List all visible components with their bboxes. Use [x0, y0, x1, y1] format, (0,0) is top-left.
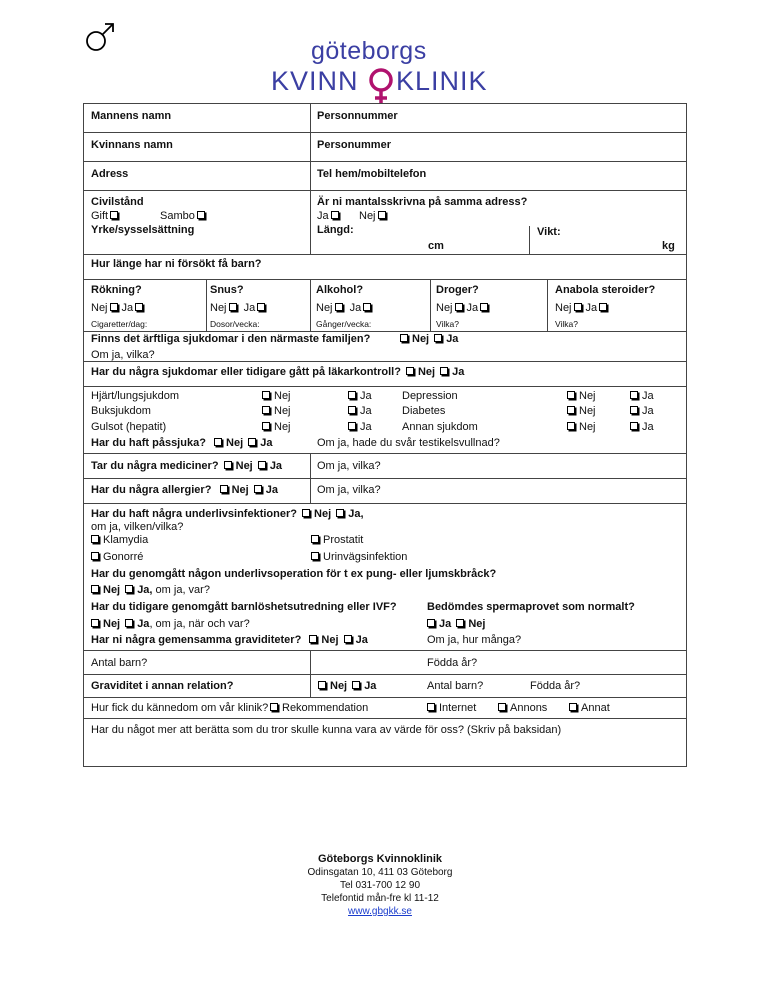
footer: [230, 853, 530, 918]
divider: [83, 503, 686, 504]
footer-name: Göteborgs Kvinnoklinik: [317, 853, 443, 865]
checkbox-icon[interactable]: [455, 303, 463, 311]
divider: [83, 697, 686, 698]
male-symbol-icon: [84, 20, 118, 57]
option-sambo[interactable]: Sambo: [160, 210, 209, 222]
checkbox-icon[interactable]: [440, 367, 448, 375]
habit-snus: Snus? Nej Ja Dosor/vecka:: [210, 284, 269, 329]
opt-buk-ja[interactable]: Ja: [346, 405, 372, 417]
checkbox-icon[interactable]: [214, 438, 222, 446]
label-kannedom: Hur fick du kännedom om vår klinik?: [91, 702, 269, 714]
checkbox-icon[interactable]: [229, 303, 237, 311]
checkbox-icon[interactable]: [302, 509, 310, 517]
checkbox-icon[interactable]: [335, 303, 343, 311]
checkbox-icon[interactable]: [248, 438, 256, 446]
opt-gulsot-nej[interactable]: Nej: [260, 421, 291, 433]
checkbox-icon[interactable]: [567, 391, 575, 399]
checkbox-icon[interactable]: [110, 303, 118, 311]
label-annan: Annan sjukdom: [402, 421, 478, 433]
checkbox-icon[interactable]: [125, 585, 133, 593]
opt-buk-nej[interactable]: Nej: [260, 405, 291, 417]
option-arftliga[interactable]: Nej Ja: [398, 333, 458, 345]
checkbox-icon[interactable]: [348, 391, 356, 399]
checkbox-icon[interactable]: [406, 367, 414, 375]
opt-depr-nej[interactable]: Nej: [565, 390, 596, 402]
label-gulsot: Gulsot (hepatit): [91, 421, 167, 433]
label-sjukdomar: Har du några sjukdomar eller tidigare gått på läkarkontroll? Nej Ja: [91, 366, 465, 378]
label-mannens-namn: Mannens namn: [91, 110, 172, 122]
label-hjart: Hjärt/lungsjukdom: [91, 390, 180, 402]
label-buk: Buksjukdom: [91, 405, 151, 417]
checkbox-icon[interactable]: [331, 211, 339, 219]
divider: [83, 718, 686, 719]
checkbox-icon[interactable]: [135, 303, 143, 311]
divider: [83, 453, 686, 454]
opt-spermaprov[interactable]: Ja Nej: [425, 618, 485, 630]
label-civilstand: Civilstånd: [91, 196, 144, 208]
checkbox-icon[interactable]: [567, 406, 575, 414]
checkbox-icon[interactable]: [630, 422, 638, 430]
checkbox-icon[interactable]: [348, 406, 356, 414]
checkbox-icon[interactable]: [427, 703, 435, 711]
label-cm: cm: [428, 240, 444, 252]
label-tel: Tel hem/mobiltelefon: [317, 168, 427, 180]
checkbox-icon[interactable]: [348, 422, 356, 430]
opt-hjart-nej[interactable]: Nej: [260, 390, 291, 402]
label-mer: Har du något mer att berätta som du tror skulle kunna vara av värde för oss? (Skriv på baksidan): [91, 724, 562, 736]
divider: [83, 279, 686, 280]
checkbox-icon[interactable]: [262, 422, 270, 430]
opt-hjart-ja[interactable]: Ja: [346, 390, 372, 402]
divider: [83, 478, 686, 479]
label-personnummer: Personnummer: [317, 110, 398, 122]
checkbox-icon[interactable]: [110, 211, 118, 219]
logo-right: KLINIK: [396, 66, 488, 96]
opt-operation[interactable]: Nej Ja, om ja, var?: [89, 584, 210, 596]
checkbox-icon[interactable]: [569, 703, 577, 711]
label-mediciner: Tar du några mediciner? Nej Ja: [91, 460, 283, 472]
checkbox-icon[interactable]: [480, 303, 488, 311]
opt-annons[interactable]: Annons: [496, 702, 547, 714]
logo-top: göteborgs: [311, 37, 427, 65]
label-antal-barn: Antal barn?: [91, 657, 148, 669]
option-gift[interactable]: Gift: [91, 210, 122, 222]
checkbox-icon[interactable]: [262, 406, 270, 414]
divider: [83, 161, 686, 162]
label-spermaprov: Bedömdes spermaprovet som normalt?: [427, 601, 635, 613]
footer-address: Odinsgatan 10, 411 03 Göteborg: [307, 867, 453, 878]
divider: [430, 279, 431, 331]
label-kg: kg: [662, 240, 675, 252]
label-mediciner-vilka: Om ja, vilka?: [317, 460, 381, 472]
divider: [310, 650, 311, 697]
label-vikt: Vikt:: [537, 226, 561, 238]
divider: [83, 386, 686, 387]
opt-prostatit[interactable]: Prostatit: [309, 534, 363, 546]
label-allergier-vilka: Om ja, vilka?: [317, 484, 381, 496]
footer-telefontid: Telefontid mån-fre kl 11-12: [321, 893, 439, 904]
divider: [529, 226, 530, 254]
option-mantal-ja[interactable]: Ja: [317, 210, 343, 222]
checkbox-icon[interactable]: [262, 391, 270, 399]
checkbox-icon[interactable]: [352, 681, 360, 689]
divider: [310, 453, 311, 503]
label-kvinnans-namn: Kvinnans namn: [91, 139, 173, 151]
label-arftliga: Finns det ärftliga sjukdomar i den närmaste familjen?: [91, 333, 371, 345]
checkbox-icon[interactable]: [456, 619, 464, 627]
label-depression: Depression: [402, 390, 458, 402]
opt-gonorre[interactable]: Gonorré: [89, 551, 143, 563]
divider: [83, 650, 686, 651]
checkbox-icon[interactable]: [311, 552, 319, 560]
checkbox-icon[interactable]: [91, 585, 99, 593]
label-underliv: Har du haft några underlivsinfektioner? Nej Ja,: [91, 508, 364, 520]
opt-internet[interactable]: Internet: [425, 702, 476, 714]
opt-annan-nej[interactable]: Nej: [565, 421, 596, 433]
checkbox-icon[interactable]: [224, 461, 232, 469]
divider: [310, 279, 311, 331]
label-diabetes: Diabetes: [402, 405, 446, 417]
checkbox-icon[interactable]: [427, 619, 435, 627]
label-gemensamma: Har ni några gemensamma graviditeter? Nej Ja: [91, 634, 368, 646]
opt-gulsot-ja[interactable]: Ja: [346, 421, 372, 433]
opt-annan-ja[interactable]: Ja: [628, 421, 654, 433]
checkbox-icon[interactable]: [309, 635, 317, 643]
label-operation: Har du genomgått någon underlivsoperation för t ex pung- eller ljumskbråck?: [91, 568, 497, 580]
label-passjuka: Har du haft påssjuka? Nej Ja: [91, 437, 273, 449]
label-fodda-ar: Födda år?: [427, 657, 478, 669]
checkbox-icon[interactable]: [258, 461, 266, 469]
divider: [547, 279, 548, 331]
habit-rokning: Rökning? Nej Ja Cigaretter/dag:: [91, 284, 148, 329]
opt-urinvag[interactable]: Urinvägsinfektion: [309, 551, 407, 563]
habit-alkohol: Alkohol? Nej Ja Gånger/vecka:: [316, 284, 372, 329]
opt-annan-relation[interactable]: Nej Ja: [316, 680, 376, 692]
label-barnloshet: Har du tidigare genomgått barnlöshetsutredning eller IVF?: [91, 601, 397, 613]
habit-droger: Droger? Nej Ja Vilka?: [436, 284, 492, 329]
checkbox-icon[interactable]: [125, 619, 133, 627]
opt-diab-nej[interactable]: Nej: [565, 405, 596, 417]
opt-rekommendation[interactable]: Rekommendation: [268, 702, 368, 714]
opt-diab-ja[interactable]: Ja: [628, 405, 654, 417]
divider: [83, 674, 686, 675]
divider: [206, 279, 207, 331]
divider: [83, 254, 686, 255]
checkbox-icon[interactable]: [630, 406, 638, 414]
checkbox-icon[interactable]: [574, 303, 582, 311]
option-mantal-nej[interactable]: Nej: [359, 210, 390, 222]
label-hur-manga: Om ja, hur många?: [427, 634, 522, 646]
label-annan-relation: Graviditet i annan relation?: [91, 680, 234, 692]
checkbox-icon[interactable]: [257, 303, 265, 311]
checkbox-icon[interactable]: [567, 422, 575, 430]
checkbox-icon[interactable]: [91, 619, 99, 627]
label-personummer: Personummer: [317, 139, 391, 151]
divider: [83, 331, 686, 332]
divider: [310, 103, 311, 254]
label-fodda-ar-2: Födda år?: [530, 680, 581, 692]
label-vilken: om ja, vilken/vilka?: [91, 521, 184, 533]
label-om-ja-vilka: Om ja, vilka?: [91, 349, 155, 361]
checkbox-icon[interactable]: [630, 391, 638, 399]
checkbox-icon[interactable]: [91, 535, 99, 543]
checkbox-icon[interactable]: [434, 334, 442, 342]
checkbox-icon[interactable]: [378, 211, 386, 219]
checkbox-icon[interactable]: [400, 334, 408, 342]
label-langd: Längd:: [317, 224, 354, 236]
checkbox-icon[interactable]: [197, 211, 205, 219]
checkbox-icon[interactable]: [91, 552, 99, 560]
checkbox-icon[interactable]: [363, 303, 371, 311]
footer-web-link[interactable]: www.gbgkk.se: [348, 906, 412, 917]
opt-barnloshet[interactable]: Nej Ja, om ja, när och var?: [89, 618, 250, 630]
label-testikel: Om ja, hade du svår testikelsvullnad?: [317, 437, 500, 449]
opt-klamydia[interactable]: Klamydia: [89, 534, 148, 546]
label-adress: Adress: [91, 168, 129, 180]
habit-anabola: Anabola steroider? Nej Ja Vilka?: [555, 284, 656, 329]
divider: [83, 361, 686, 362]
footer-tel: Tel 031-700 12 90: [339, 880, 421, 891]
label-mantal: Är ni mantalsskrivna på samma adress?: [317, 196, 528, 208]
checkbox-icon[interactable]: [599, 303, 607, 311]
label-yrke: Yrke/sysselsättning: [91, 224, 195, 236]
checkbox-icon[interactable]: [336, 509, 344, 517]
divider: [83, 190, 686, 191]
opt-annat[interactable]: Annat: [567, 702, 610, 714]
divider: [83, 132, 686, 133]
checkbox-icon[interactable]: [270, 703, 278, 711]
checkbox-icon[interactable]: [318, 681, 326, 689]
label-antal-barn-2: Antal barn?: [427, 680, 484, 692]
checkbox-icon[interactable]: [498, 703, 506, 711]
label-allergier: Har du några allergier? Nej Ja: [91, 484, 278, 496]
checkbox-icon[interactable]: [311, 535, 319, 543]
checkbox-icon[interactable]: [254, 485, 262, 493]
logo-left: KVINN: [271, 66, 359, 96]
opt-depr-ja[interactable]: Ja: [628, 390, 654, 402]
checkbox-icon[interactable]: [344, 635, 352, 643]
label-hur-lange: Hur länge har ni försökt få barn?: [91, 258, 262, 270]
checkbox-icon[interactable]: [220, 485, 228, 493]
